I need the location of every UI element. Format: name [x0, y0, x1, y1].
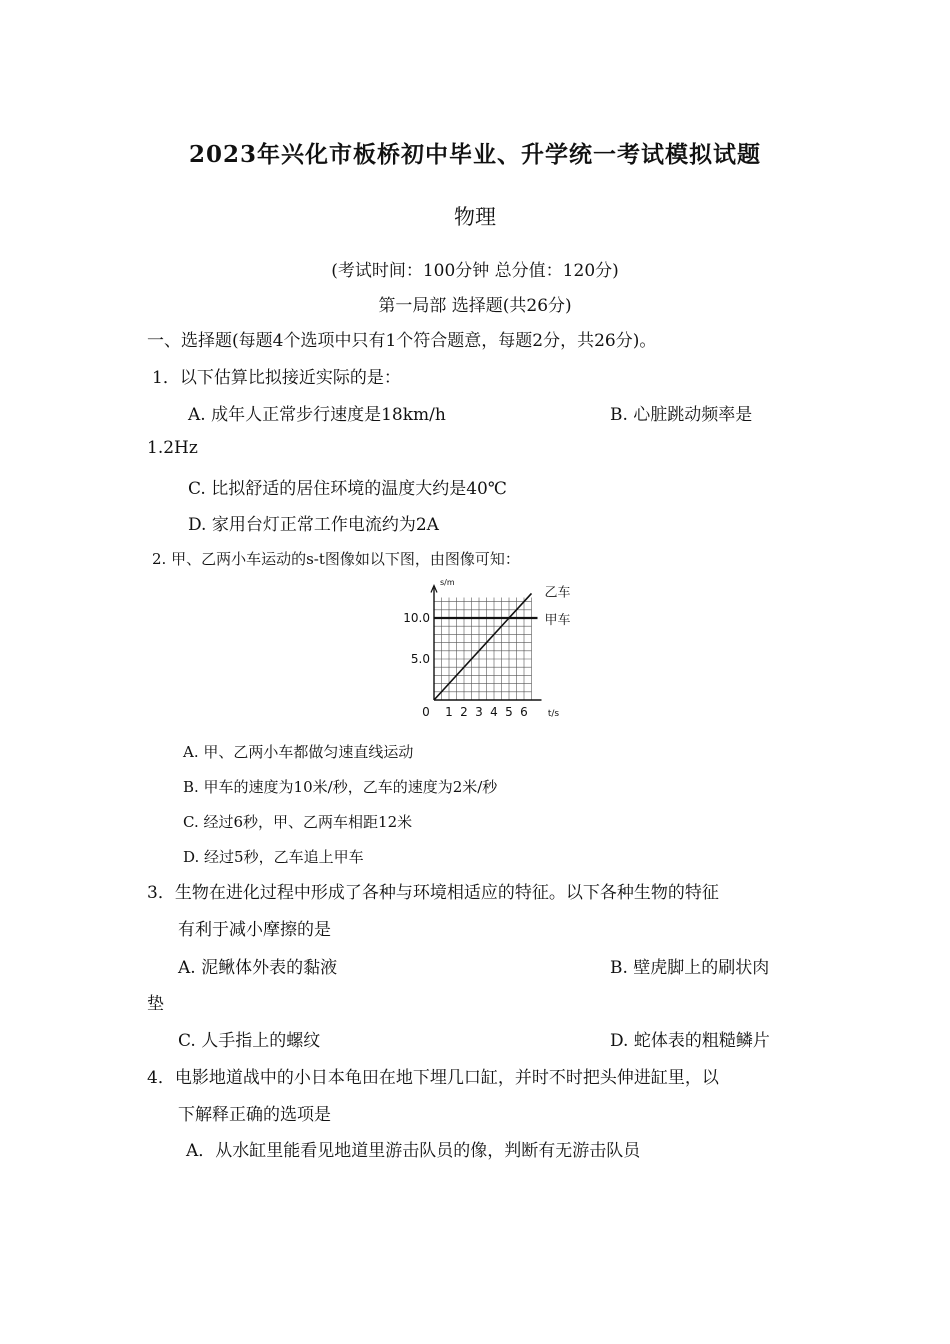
question-2-option-d: D. 经过5秒，乙车追上甲车: [183, 848, 364, 866]
question-2-option-a: A. 甲、乙两小车都做匀速直线运动: [183, 743, 414, 761]
x-axis-label: t/s: [547, 709, 560, 719]
question-3-option-c: C. 人手指上的螺纹: [178, 1031, 321, 1051]
section-heading: 一、选择题(每题4个选项中只有1个符合题意，每题2分，共26分)。: [147, 331, 657, 351]
question-4-stem-line2: 下解释正确的选项是: [178, 1105, 331, 1125]
x-tick-label: 1: [445, 705, 453, 719]
legend-label-yi: 乙车: [544, 585, 571, 601]
question-1-option-b: B. 心脏跳动频率是: [610, 405, 753, 425]
question-3-option-a: A. 泥鳅体外表的黏液: [178, 958, 338, 978]
x-tick-label: 5: [505, 705, 513, 719]
question-3-option-b: B. 壁虎脚上的刷状肉: [610, 958, 770, 978]
question-1-option-b-wrap: 1.2Hz: [147, 438, 198, 458]
question-4-stem-line1: 4．电影地道战中的小日本龟田在地下埋几口缸，并时不时把头伸进缸里，以: [147, 1068, 719, 1088]
question-3-stem-line1: 3．生物在进化过程中形成了各种与环境相适应的特征。以下各种生物的特征: [147, 883, 719, 903]
y-tick-label: 10.0: [403, 611, 430, 625]
question-1-stem: 1．以下估算比拟接近实际的是：: [152, 368, 401, 388]
legend-label-jia: 甲车: [544, 613, 571, 628]
exam-info: (考试时间：100分钟 总分值：120分): [331, 261, 619, 281]
question-3-option-d: D. 蛇体表的粗糙鳞片: [610, 1031, 770, 1051]
question-2-option-b: B. 甲车的速度为10米/秒，乙车的速度为2米/秒: [183, 778, 498, 796]
page-title: 2023年兴化市板桥初中毕业、升学统一考试模拟试题: [188, 141, 761, 168]
x-tick-label: 3: [475, 705, 483, 719]
question-3-stem-line2: 有利于减小摩擦的是: [178, 920, 331, 940]
x-tick-label: 0: [422, 705, 430, 719]
st-graph: [392, 575, 582, 725]
question-4-option-a: A．从水缸里能看见地道里游击队员的像，判断有无游击队员: [186, 1141, 641, 1161]
y-axis-label: s/m: [440, 578, 455, 587]
question-1-option-c: C. 比拟舒适的居住环境的温度大约是40℃: [188, 479, 507, 499]
question-2-option-c: C. 经过6秒，甲、乙两车相距12米: [183, 813, 413, 831]
question-1-option-a: A. 成年人正常步行速度是18km/h: [188, 405, 446, 425]
part-title: 第一局部 选择题(共26分): [378, 296, 572, 316]
x-tick-label: 2: [460, 705, 468, 719]
question-2-stem: 2. 甲、乙两小车运动的s-t图像如以下图，由图像可知：: [152, 550, 520, 568]
question-1-option-d: D. 家用台灯正常工作电流约为2A: [188, 515, 439, 535]
question-3-option-b-wrap: 垫: [147, 994, 164, 1014]
x-tick-label: 6: [520, 705, 528, 719]
x-tick-label: 4: [490, 705, 498, 719]
series-line-yi: [434, 593, 532, 700]
y-tick-label: 5.0: [410, 652, 430, 666]
subject-title: 物理: [454, 205, 496, 229]
